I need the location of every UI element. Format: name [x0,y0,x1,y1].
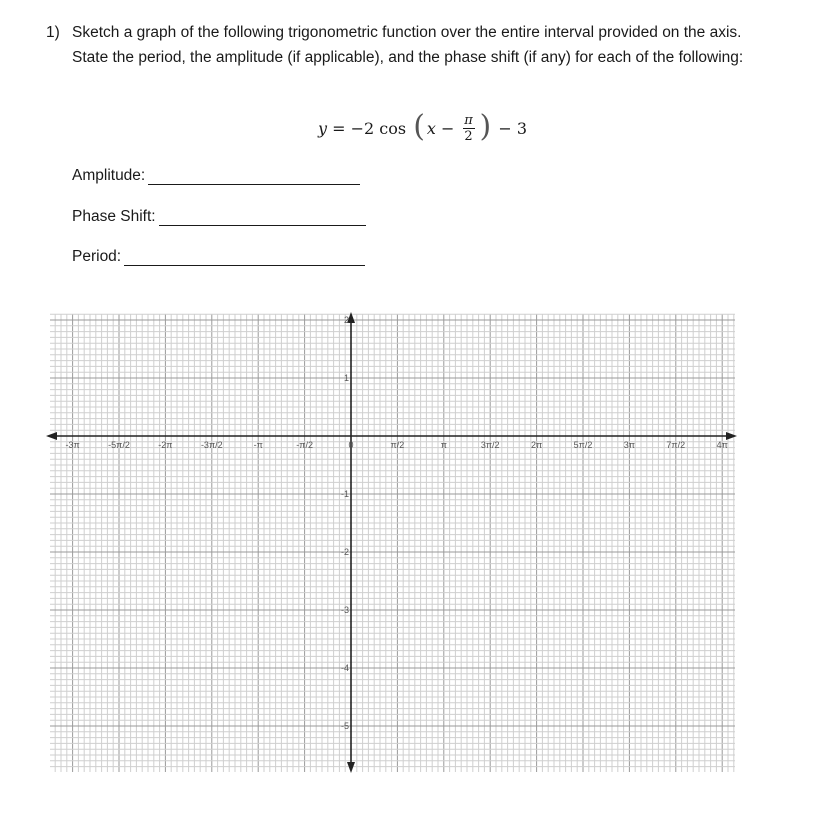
equation-minus: − [435,118,460,138]
problem-instruction: Sketch a graph of the following trigonometric function over the entire interval provided on the axis. State the period, the amplitude (if applicable), and the phase shift (if any) for each of the following: [72,24,744,66]
y-tick-label: -5 [340,721,349,731]
amplitude-answer-line[interactable] [148,166,360,185]
pi-over-2-fraction [463,114,475,143]
x-tick-label: -π/2 [296,440,313,450]
x-tick-label: 7π/2 [666,440,686,450]
period-label: Period: [72,248,122,265]
x-tick-label: -3π [65,440,80,450]
fraction-numerator: π [464,112,473,128]
x-axis-left-arrow [46,432,57,440]
problem-number: 1) [46,24,60,41]
function-equation [318,108,527,148]
left-paren: ( [413,109,425,144]
y-axis-down-arrow [347,762,355,773]
x-tick-label: 4π [716,440,728,450]
equation-x: x [426,118,436,138]
x-tick-label: 2π [530,440,543,450]
coordinate-grid[interactable] [40,306,740,776]
x-tick-label: π/2 [390,440,405,450]
period-answer-line[interactable] [124,247,365,266]
amplitude-field [72,166,360,185]
x-tick-label: 3π/2 [480,440,500,450]
y-tick-label: 1 [343,373,349,383]
phase-shift-field [72,207,366,226]
phase-shift-label: Phase Shift: [72,208,156,225]
x-tick-label: -5π/2 [108,440,130,450]
problem-statement [46,20,766,70]
fraction-denominator: 2 [464,128,473,144]
right-paren: ) [479,109,492,144]
phase-shift-answer-line[interactable] [159,207,366,226]
y-tick-label: -4 [340,663,349,673]
x-tick-label: -π [253,440,263,450]
amplitude-label: Amplitude: [72,167,146,184]
equation-coefficient: = −2 cos [327,118,412,138]
x-axis-right-arrow [726,432,737,440]
y-tick-label: -2 [340,547,349,557]
x-tick-label: -3π/2 [200,440,223,450]
x-tick-label: 0 [348,440,354,450]
x-tick-label: 5π/2 [573,440,593,450]
x-tick-label: -2π [158,440,173,450]
equation-vertical-shift: − 3 [493,118,527,138]
x-tick-label: π [440,440,447,450]
period-field [72,247,365,266]
y-tick-label: 2 [343,315,349,325]
x-tick-label: 3π [623,440,636,450]
y-tick-label: -1 [340,489,349,499]
equation-y: y [318,118,328,138]
y-tick-label: -3 [340,605,349,615]
